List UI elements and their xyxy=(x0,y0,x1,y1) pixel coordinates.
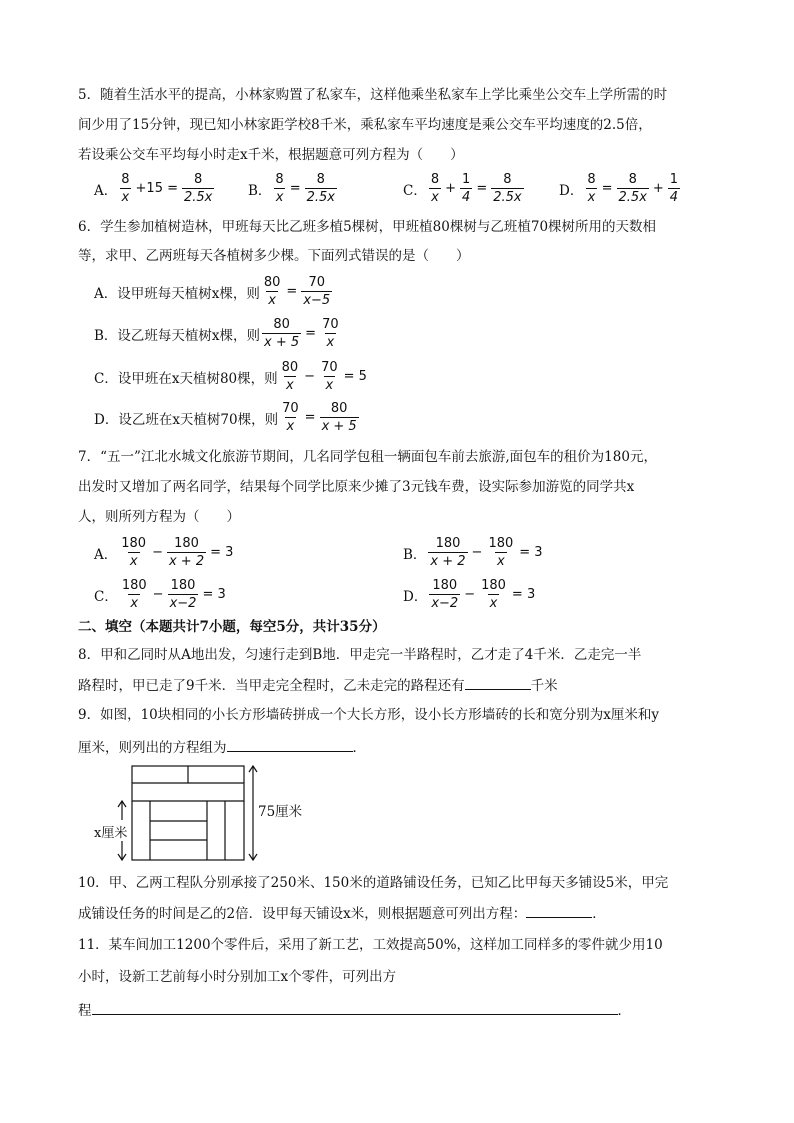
q5-line3: 若设乘公交车平均每小时走x千米，根据题意可列方程为（ ） xyxy=(78,147,464,163)
q8-answer-blank[interactable] xyxy=(465,676,531,690)
q5-line1: 5．随着生活水平的提高，小林家购置了私家车，这样他乘坐私家车上学比乘坐公交车上学所需的时 xyxy=(78,87,668,103)
q6-option-c: C．设甲班在x天植树80棵，则 $\frac{80}{x}$ − $\frac{70}{x}$ = 5 xyxy=(94,360,367,393)
q7-option-d: D． $\frac{180}{x-2}$ − $\frac{180}{x}$ = 3 xyxy=(403,578,536,611)
q10-line2: 成铺设任务的时间是乙的2倍．设甲每天铺设x米，则根据题意可列出方程： ． xyxy=(78,906,606,922)
q6-line2: 等，求甲、乙两班每天各植树多少棵。下面列式错误的是（ ） xyxy=(78,248,470,264)
q5-option-b: B． $\frac{8}{x}$ = $\frac{8}{2.5x}$ xyxy=(248,172,335,205)
q7-line2: 出发时又增加了两名同学，结果每个同学比原来少摊了3元钱车费，设实际参加游览的同学共x xyxy=(78,479,635,495)
q6-option-b: B．设乙班每天植树x棵，则 $\frac{80}{x + 5}$ = $\frac{70}{x}$ xyxy=(94,317,339,350)
q8-line2: 路程时，甲已走了9千米．当甲走完全程时，乙未走完的路程还有 千米 xyxy=(78,678,558,694)
q5-line2: 间少用了15分钟，现已知小林家距学校8千米，乘私家车平均速度是乘公交车平均速度的2.5倍， xyxy=(78,117,652,133)
q5-option-c: C． $\frac{8}{x}$ + $\frac{1}{4}$ = $\frac{8}{2.5x}$ xyxy=(403,172,522,205)
q9-line2: 厘米，则列出的方程组为 ． xyxy=(78,740,366,756)
q11-answer-blank[interactable] xyxy=(92,1001,618,1015)
section-heading: 二、填空（本题共计7小题，每空5分，共计35分） xyxy=(78,619,386,635)
q7-option-a: A． $\frac{180}{x}$ − $\frac{180}{x + 2}$ = 3 xyxy=(94,536,234,569)
q9-line1: 9．如图，10块相同的小长方形墙砖拼成一个大长方形，设小长方形墙砖的长和宽分别为x厘米和y xyxy=(78,707,660,723)
label-x-cm: x厘米 xyxy=(94,826,128,841)
q7-option-c: C． $\frac{180}{x}$ − $\frac{180}{x-2}$ = 3 xyxy=(94,578,226,611)
q5-option-a: A． $\frac{8}{x}$ +15 = $\frac{8}{2.5x}$ xyxy=(94,172,213,205)
q6-option-a: A．设甲班每天植树x棵，则 $\frac{80}{x}$ = $\frac{70}{x-5}$ xyxy=(94,275,331,308)
q6-option-d: D．设乙班在x天植树70棵，则 $\frac{70}{x}$ = $\frac{80}{x + 5}$ xyxy=(94,401,357,434)
q7-line3: 人，则所列方程为（ ） xyxy=(78,509,240,525)
q10-answer-blank[interactable] xyxy=(526,904,592,918)
q5-option-d: D． $\frac{8}{x}$ = $\frac{8}{2.5x}$ + $\frac{1}{4}$ xyxy=(559,172,679,205)
q8-line1: 8．甲和乙同时从A地出发，匀速行走到B地．甲走完一半路程时，乙才走了4千米．乙走完一半 xyxy=(78,647,642,663)
label-75cm: 75厘米 xyxy=(258,804,303,820)
q11-line2: 小时，设新工艺前每小时分别加工x个零件，可列出方 xyxy=(78,969,397,985)
q10-line1: 10．甲、乙两工程队分别承接了250米、150米的道路铺设任务，已知乙比甲每天多铺设5米，甲完 xyxy=(78,875,669,891)
q9-answer-blank[interactable] xyxy=(227,738,353,752)
q11-line3: 程 ． xyxy=(78,1003,631,1019)
q7-option-b: B． $\frac{180}{x + 2}$ − $\frac{180}{x}$ = 3 xyxy=(403,536,543,569)
q11-line1: 11．某车间加工1200个零件后，采用了新工艺，工效提高50%，这样加工同样多的零件就少用10 xyxy=(78,937,663,953)
q6-line1: 6．学生参加植树造林，甲班每天比乙班多植5棵树，甲班植80棵树与乙班植70棵树所用的天数相 xyxy=(78,219,657,235)
q7-line1: 7．“五一”江北水城文化旅游节期间，几名同学包租一辆面包车前去旅游,面包车的租价为180元， xyxy=(78,449,657,465)
